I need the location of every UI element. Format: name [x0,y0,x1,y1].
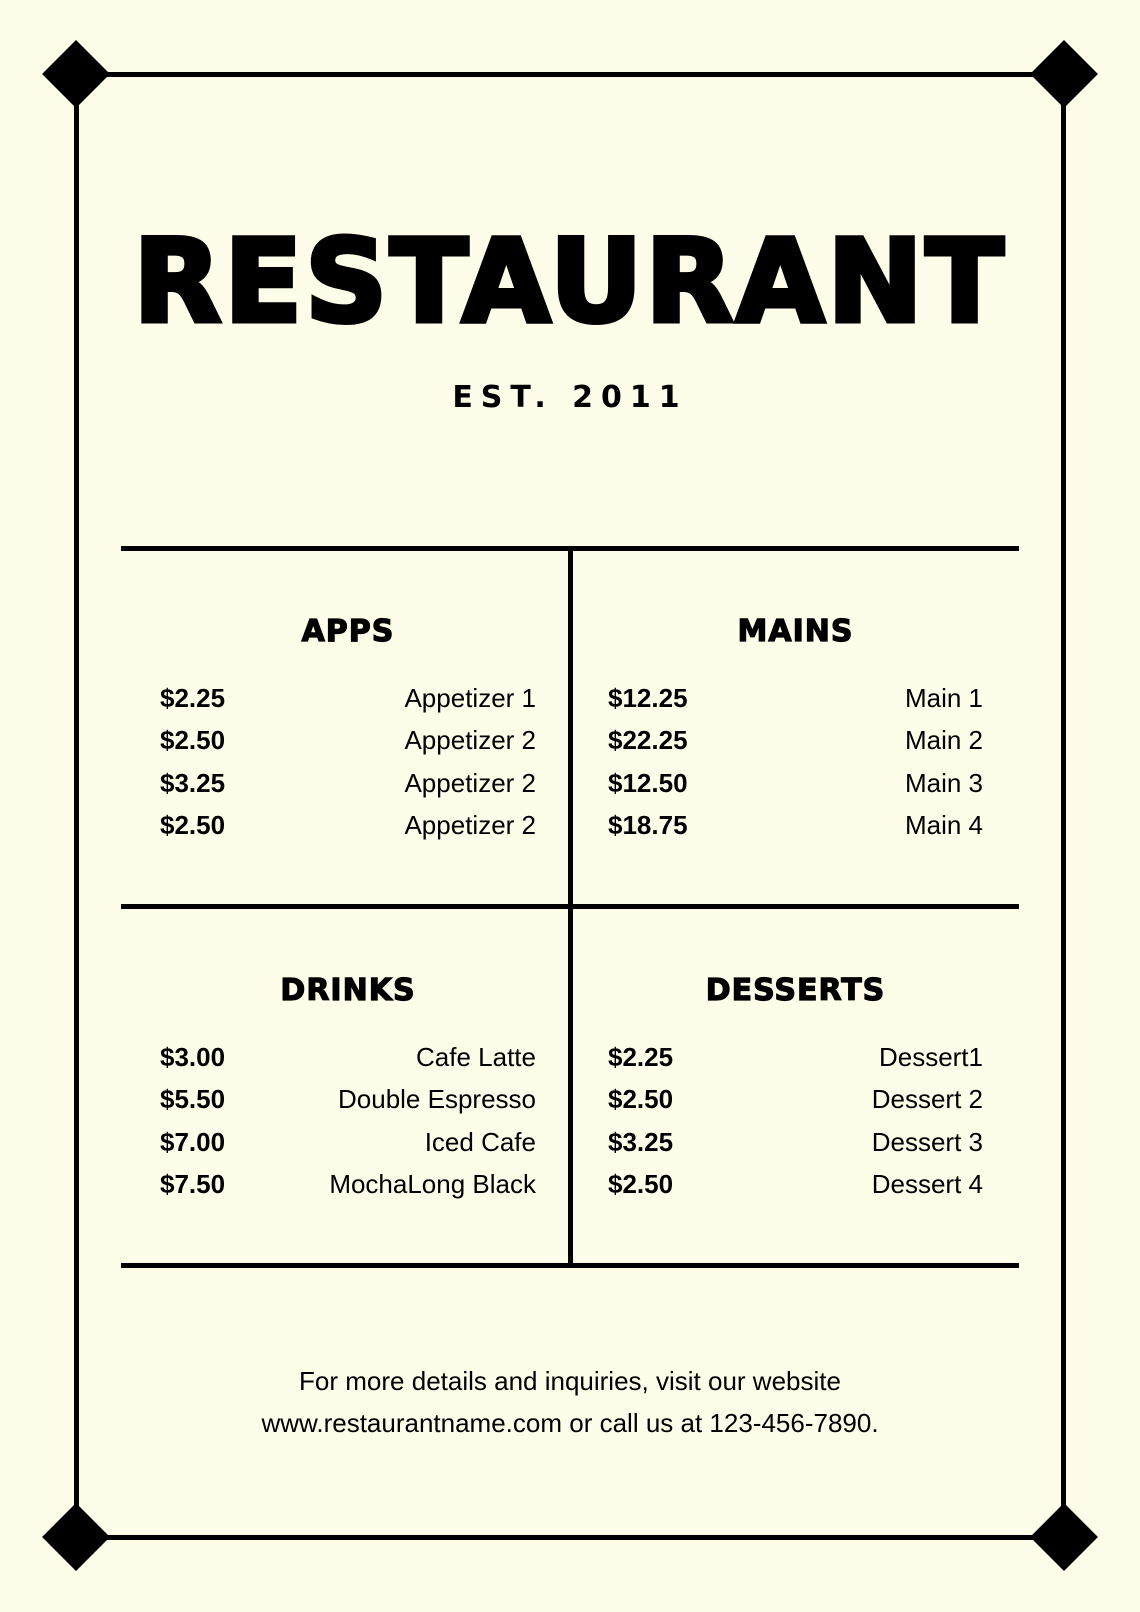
menu-section-apps [160,612,536,862]
menu-item [160,767,536,809]
item-price: $2.50 [608,1168,674,1199]
item-price: $7.50 [160,1168,226,1199]
item-name: Appetizer 2 [404,725,536,756]
footer-contact-info [0,1360,1140,1444]
corner-diamond-bottom-left [42,1503,110,1571]
item-price: $7.00 [160,1126,226,1157]
item-name: Dessert 2 [871,1084,983,1115]
menu-section-mains [608,612,983,862]
menu-grid-center-divider [568,548,573,1265]
footer-line-1: For more details and inquiries, visit our website [299,1366,841,1396]
menu-item [608,1083,983,1125]
item-name: Appetizer 2 [404,767,536,798]
item-price: $2.50 [608,1084,674,1115]
item-price: $3.25 [608,1126,674,1157]
item-price: $2.25 [160,683,226,713]
section-heading: DRINKS [280,973,416,1008]
item-price: $22.25 [608,725,688,756]
item-name: Dessert 4 [871,1168,983,1199]
item-name: Main 4 [904,809,983,840]
item-name: Dessert1 [878,1042,983,1072]
item-name: Main 1 [904,683,983,713]
menu-item-list [608,1041,983,1210]
section-heading: MAINS [737,614,854,649]
menu-item-list [160,682,536,851]
menu-item [160,724,536,766]
item-name: Cafe Latte [416,1042,536,1072]
item-price: $5.50 [160,1084,226,1115]
menu-item [608,1168,983,1210]
footer-line-2: www.restaurantname.com or call us at 123-456-7890. [261,1408,879,1438]
item-name: Appetizer 1 [404,683,536,713]
item-name: Double Espresso [338,1084,536,1115]
item-name: Iced Cafe [424,1126,536,1157]
menu-item [160,1083,536,1125]
menu-item [608,682,983,724]
menu-item [160,1168,536,1210]
frame-top-border [76,72,1064,77]
menu-item [160,1126,536,1168]
item-price: $3.00 [160,1042,226,1072]
section-heading: APPS [301,614,395,649]
item-price: $2.50 [160,809,226,840]
corner-diamond-bottom-right [1030,1503,1098,1571]
menu-item [160,1041,536,1083]
menu-item [608,724,983,766]
section-heading: DESSERTS [705,973,886,1008]
menu-section-drinks [160,971,536,1221]
corner-diamond-top-right [1030,40,1098,108]
menu-item [160,809,536,851]
menu-section-desserts [608,971,983,1221]
menu-item-list [608,682,983,851]
item-name: Main 2 [904,725,983,756]
restaurant-title: RESTAURANT [133,215,1007,348]
item-price: $12.25 [608,683,688,713]
menu-item [608,1126,983,1168]
established-subtitle: EST. 2011 [452,380,688,415]
item-name: Main 3 [904,767,983,798]
corner-diamond-top-left [42,40,110,108]
item-price: $12.50 [608,767,688,798]
item-price: $2.25 [608,1042,674,1072]
menu-item [160,682,536,724]
menu-item [608,767,983,809]
frame-bottom-border [76,1535,1064,1540]
item-name: Appetizer 2 [404,809,536,840]
item-price: $3.25 [160,767,226,798]
item-price: $2.50 [160,725,226,756]
item-name: Dessert 3 [871,1126,983,1157]
menu-item [608,1041,983,1083]
item-price: $18.75 [608,809,688,840]
menu-item-list [160,1041,536,1210]
item-name: MochaLong Black [329,1168,536,1199]
menu-item [608,809,983,851]
